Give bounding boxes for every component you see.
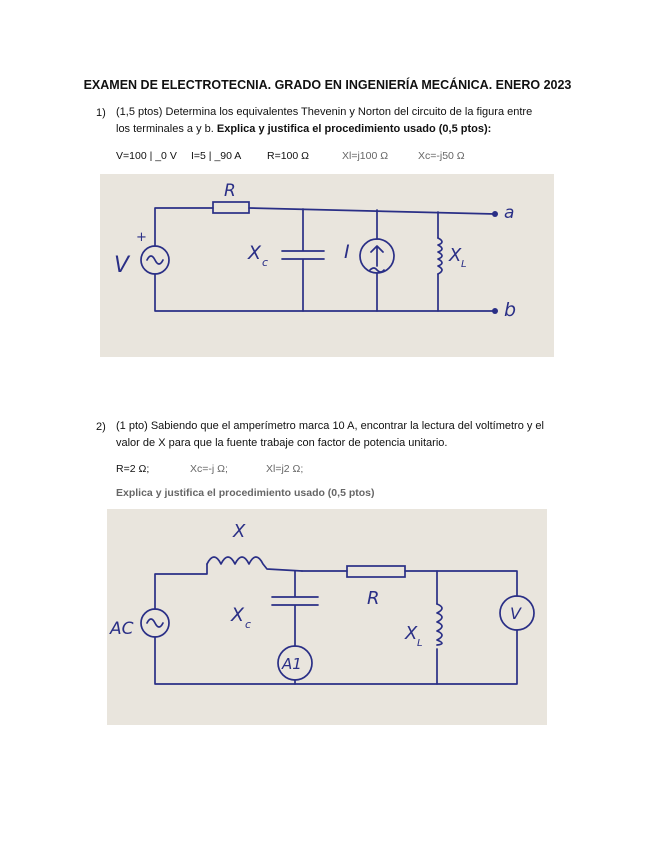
- fig1-label-xc-sub: c: [262, 256, 269, 269]
- question-1-value-v: V=100 | _0 V: [116, 150, 177, 162]
- circuit-figure-2: [107, 509, 547, 725]
- question-2-value-xc: Xc=-j Ω;: [190, 463, 228, 475]
- question-1-line1: (1,5 ptos) Determina los equivalentes Thevenin y Norton del circuito de la figura entre: [116, 106, 533, 118]
- fig2-label-xl: X: [405, 623, 418, 644]
- fig1-label-xl: X: [449, 245, 462, 266]
- circuit-figure-1: [100, 174, 554, 357]
- fig2-label-xc-sub: c: [245, 618, 252, 631]
- question-2-value-r: R=2 Ω;: [116, 463, 150, 475]
- fig1-label-plus: +: [136, 230, 147, 245]
- fig2-label-v: V: [510, 604, 521, 623]
- fig2-label-ac: AC: [110, 619, 134, 639]
- fig2-label-xl-sub: L: [417, 638, 423, 649]
- fig1-terminal-b: b: [504, 299, 517, 321]
- fig1-label-v: V: [114, 253, 130, 278]
- question-1-value-xc: Xc=-j50 Ω: [418, 150, 465, 162]
- question-1-text: [116, 104, 586, 138]
- question-2-text: [116, 418, 586, 452]
- question-2-value-xl: Xl=j2 Ω;: [266, 463, 304, 475]
- question-2-explain: Explica y justifica el procedimiento usado (0,5 ptos): [116, 487, 375, 499]
- fig2-label-x: X: [233, 521, 246, 542]
- fig2-label-xc: X: [231, 604, 245, 626]
- fig1-label-i: I: [344, 241, 350, 263]
- question-1-value-r: R=100 Ω: [267, 150, 309, 162]
- question-1-number: 1): [96, 107, 106, 119]
- fig2-label-r: R: [367, 588, 380, 609]
- question-2-number: 2): [96, 421, 106, 433]
- exam-title: EXAMEN DE ELECTROTECNIA. GRADO EN INGENIERÍA MECÁNICA. ENERO 2023: [83, 78, 572, 92]
- fig1-label-xc: X: [248, 242, 262, 264]
- question-1-value-i: I=5 | _90 A: [191, 150, 242, 162]
- fig1-label-xl-sub: L: [461, 259, 467, 270]
- question-1-line2-plain: los terminales a y b.: [116, 123, 217, 135]
- fig1-label-r: R: [224, 181, 236, 201]
- question-1-line2-bold: Explica y justifica el procedimiento usado (0,5 ptos):: [216, 123, 492, 135]
- fig2-label-a1: A1: [282, 655, 302, 673]
- question-1-value-xl: Xl=j100 Ω: [342, 150, 389, 162]
- question-2-line2: valor de X para que la fuente trabaje con factor de potencia unitario.: [116, 437, 448, 449]
- fig1-terminal-a: a: [504, 203, 515, 223]
- question-1-line2: [116, 121, 586, 138]
- question-2-line1: (1 pto) Sabiendo que el amperímetro marca 10 A, encontrar la lectura del voltímetro y el: [116, 420, 544, 432]
